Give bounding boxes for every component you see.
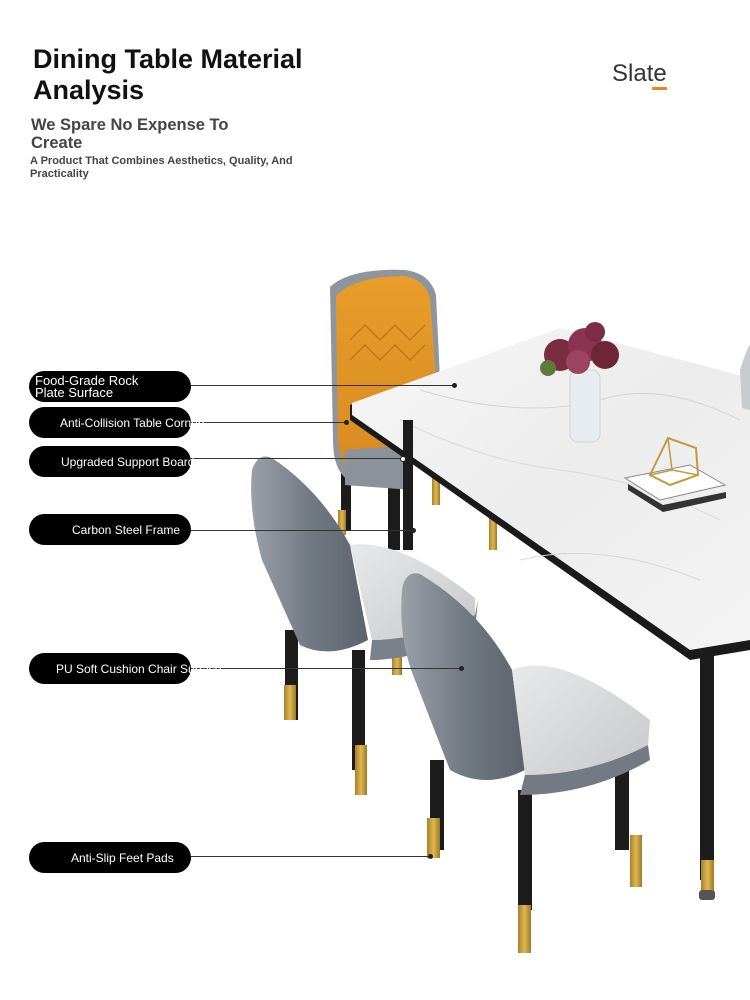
- brand-logo: Slate: [612, 60, 667, 87]
- leader-dot-feet: [428, 854, 433, 859]
- page-description: A Product That Combines Aesthetics, Quality, And Practicality: [30, 155, 293, 180]
- leader-line-frame: [191, 530, 413, 531]
- leader-dot-surface: [452, 383, 457, 388]
- leader-dot-board: [400, 456, 406, 462]
- leader-dot-frame: [411, 528, 416, 533]
- page-title: Dining Table Material Analysis: [33, 44, 303, 105]
- label-text: Carbon Steel Frame: [72, 522, 181, 537]
- leader-line-feet: [191, 856, 431, 857]
- label-anti-slip-feet: [29, 842, 191, 873]
- leader-line-board: [191, 458, 401, 459]
- label-text: Food-Grade Rock Plate Surface: [35, 372, 139, 400]
- label-text: Upgraded Support Board: [61, 454, 195, 469]
- label-text: PU Soft Cushion Chair Surface: [56, 661, 222, 676]
- label-text: Anti-Collision Table Corners: [60, 415, 208, 430]
- label-text: Anti-Slip Feet Pads: [71, 850, 174, 865]
- leader-dot-corners: [344, 420, 349, 425]
- label-support-board: [29, 446, 195, 477]
- leader-line-surface: [191, 385, 453, 386]
- leader-dot-cushion: [459, 666, 464, 671]
- page-subtitle: We Spare No Expense To Create: [31, 116, 229, 152]
- leader-line-cushion: [191, 668, 461, 669]
- label-anti-collision-corners: [29, 407, 208, 438]
- leader-line-corners: [191, 422, 346, 423]
- grey-chair-front: [401, 573, 650, 953]
- label-carbon-steel-frame: [29, 514, 191, 545]
- label-pu-cushion: [29, 653, 222, 684]
- label-rock-plate-surface: [29, 371, 191, 402]
